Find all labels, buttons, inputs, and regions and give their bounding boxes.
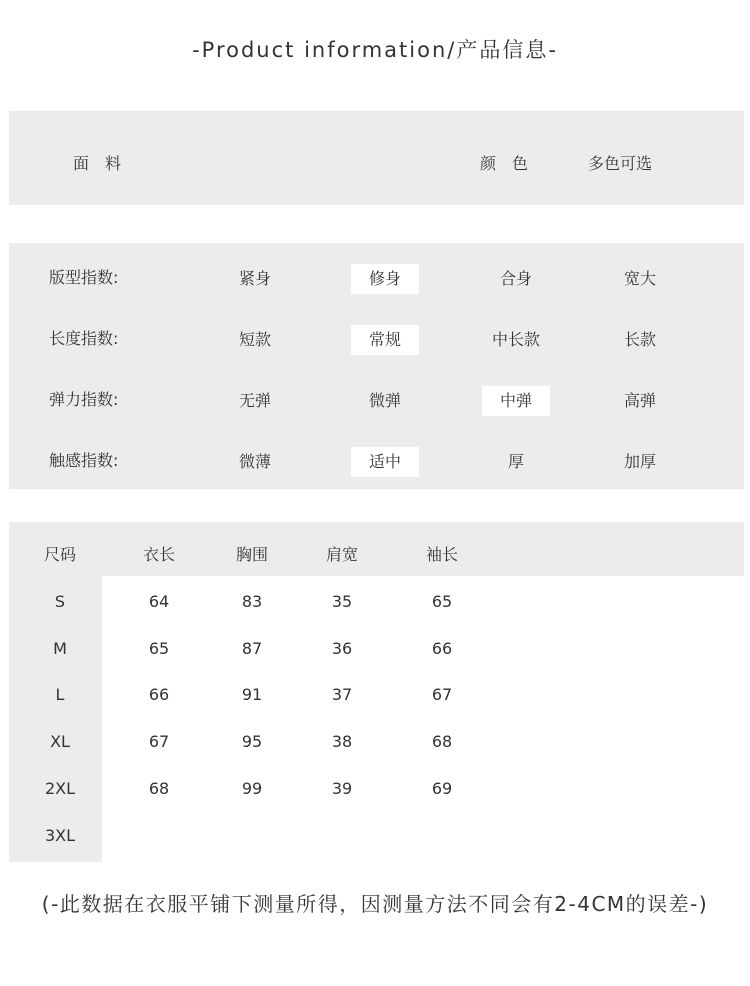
index-option-selected: 常规 [351,325,419,355]
color-label: 颜 色 [480,154,529,173]
color-value: 多色可选 [588,154,653,173]
index-row [9,258,744,298]
table-cell: 99 [241,778,263,798]
table-cell: 64 [148,592,170,611]
index-option: 中长款 [491,330,540,349]
index-option: 无弹 [238,391,271,410]
table-cell: 39 [331,778,353,798]
index-row [9,319,744,359]
index-option: 宽大 [623,269,656,288]
table-cell: 91 [241,685,263,705]
size-label-cell: 3XL [44,825,76,845]
index-label: 弹力指数: [49,390,119,409]
index-label: 触感指数: [49,451,119,470]
table-cell: 68 [431,732,453,752]
size-header-band [9,522,744,576]
index-option: 合身 [499,269,532,288]
table-cell: 65 [148,638,170,658]
table-cell: 36 [331,638,353,658]
index-option: 微薄 [238,452,271,471]
index-row [9,380,744,420]
size-label-cell: L [55,685,65,705]
table-cell: 35 [331,592,353,611]
measurement-note: (-此数据在衣服平铺下测量所得，因测量方法不同会有2-4CM的误差-) [41,892,709,916]
table-cell: 69 [431,778,453,798]
table-cell: 66 [431,638,453,658]
index-option: 长款 [623,330,656,349]
index-option-selected: 适中 [351,447,419,477]
index-option-selected: 中弹 [482,386,550,416]
index-option: 厚 [507,452,524,471]
index-band [9,243,744,489]
index-option-selected: 修身 [351,264,419,294]
index-option: 高弹 [623,391,656,410]
table-header-cell: 尺码 [43,545,77,564]
fabric-label: 面 料 [73,154,122,173]
table-cell: 66 [148,685,170,705]
size-label-cell: 2XL [44,778,76,798]
table-cell: 95 [241,732,263,752]
index-option: 微弹 [368,391,401,410]
table-cell: 83 [241,592,263,611]
table-cell: 38 [331,732,353,752]
size-label-cell: S [54,592,66,611]
table-cell: 67 [431,685,453,705]
index-option: 紧身 [238,269,271,288]
table-cell: 37 [331,685,353,705]
table-cell: 68 [148,778,170,798]
table-header-cell: 衣长 [142,545,176,564]
index-row [9,441,744,481]
size-label-cell: M [53,638,67,658]
fabric-band [9,111,744,205]
table-cell: 87 [241,638,263,658]
table-cell: 65 [431,592,453,611]
index-option: 加厚 [623,452,656,471]
table-header-cell: 袖长 [425,545,459,564]
size-label-cell: XL [50,732,70,752]
table-header-cell: 肩宽 [325,545,359,564]
table-header-cell: 胸围 [235,545,269,564]
index-option: 短款 [238,330,271,349]
index-label: 版型指数: [49,268,119,287]
page-title: -Product information/产品信息- [192,38,558,62]
table-cell: 67 [148,732,170,752]
index-label: 长度指数: [49,329,119,348]
